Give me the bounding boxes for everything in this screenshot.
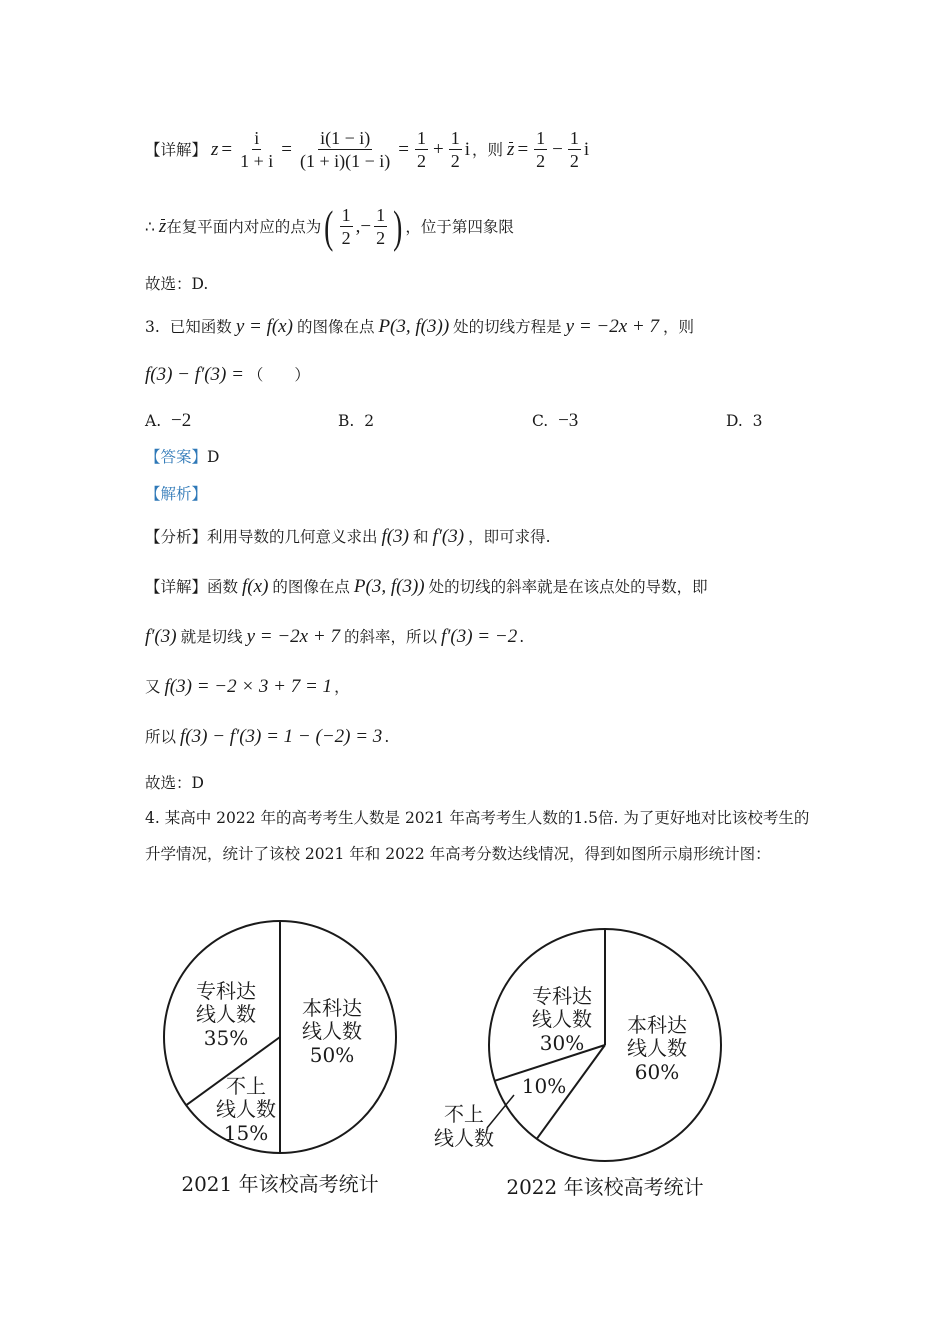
analysis-line: 【分析】 利用导数的几何意义求出 f(3) 和 f′(3) ，即可求得. xyxy=(145,526,551,547)
answer-tag: 【答案】 xyxy=(145,448,208,466)
pie-2022-label-benke-2: 线人数 xyxy=(627,1036,687,1060)
detail-line-2: f′(3) 就是切线 y = −2x + 7 的斜率，所以 f′(3) = −2 . xyxy=(145,626,525,647)
fraction: $\frac{i}{1 + i}$ xyxy=(240,128,274,171)
pie-2022-label-bushang-1: 不上 xyxy=(444,1102,484,1126)
choose-line-2: 故选：D xyxy=(145,774,204,792)
pie-2022-title: 2022 年该校高考统计 xyxy=(506,1175,704,1199)
pie-2022-pct-benke: 60% xyxy=(634,1060,680,1084)
fraction: $\frac{1}{2}$ xyxy=(341,205,351,248)
pie-2021-label-bushang-2: 线人数 xyxy=(216,1097,276,1121)
options xyxy=(145,410,795,432)
question-3-expr: f(3) − f′(3) = （ ） xyxy=(145,364,310,385)
pie-2021-label-benke-1: 本科达 xyxy=(302,996,362,1020)
detail-line-3: 又 f(3) = −2 × 3 + 7 = 1 ， xyxy=(145,676,350,697)
pie-2021-label-benke-2: 线人数 xyxy=(302,1019,362,1043)
pie-2022-label-benke-1: 本科达 xyxy=(627,1013,687,1037)
fraction: $\frac{1}{2}$ xyxy=(417,128,427,171)
analysis-tag-line xyxy=(145,483,207,505)
pie-2022 xyxy=(434,929,721,1199)
pie-2021-label-zhuanke-2: 线人数 xyxy=(196,1002,256,1026)
pie-2022-pct-bushang: 10% xyxy=(521,1074,567,1098)
pie-2022-label-bushang-2: 线人数 xyxy=(434,1126,494,1150)
detail-line-1: 【详解】 函数 f(x) 的图像在点 P(3, f(3)) 处的切线的斜率就是在该点处的导数，即 xyxy=(145,576,708,597)
detail-line-4: 所以 f(3) − f′(3) = 1 − (−2) = 3 . xyxy=(145,726,390,747)
detail-tag: 【详解】 xyxy=(145,140,208,159)
detail-line-point: ∴ z 在复平面内对应的点为 ( $\frac{1}{2}$ ,− $\frac{1}{2}$ ) ，位于第四象限 xyxy=(145,200,514,252)
pie-2021 xyxy=(164,921,396,1196)
pie-2021-label-zhuanke-1: 专科达 xyxy=(196,979,256,1003)
pie-2022-pct-zhuanke: 30% xyxy=(539,1031,585,1055)
fraction: $\frac{i(1 - i)}{(1 + i)(1 - i)}$ xyxy=(300,128,391,171)
question-3: 3. 已知函数 y = f(x) 的图像在点 P(3, f(3)) 处的切线方程是 y = −2x + 7 ，则 xyxy=(145,316,695,337)
pie-2021-pct-zhuanke: 35% xyxy=(203,1026,249,1050)
pie-2021-title: 2021 年该校高考统计 xyxy=(181,1172,379,1196)
answer-value: D xyxy=(207,448,220,466)
analysis-tag: 【解析】 xyxy=(145,485,208,503)
pie-2021-pct-bushang: 15% xyxy=(223,1121,269,1145)
option-b[interactable]: B. 2 xyxy=(338,412,375,430)
option-c[interactable]: C. −3 xyxy=(532,410,579,431)
fraction: $\frac{1}{2}$ xyxy=(536,128,546,171)
answer-line xyxy=(145,446,219,468)
fraction: $\frac{1}{2}$ xyxy=(569,128,579,171)
pie-2022-label-zhuanke-1: 专科达 xyxy=(532,984,592,1008)
fraction: $\frac{1}{2}$ xyxy=(450,128,460,171)
pie-2021-pct-benke: 50% xyxy=(309,1043,355,1067)
detail-line-z: 【详解】 z = $\frac{i}{1 + i}$ = $\frac{i(1 - i)}{(1 + i)(1 - i)}$ = $\frac{1}{2}$ + $\frac{1}{2}$ i ，则 z = $\frac{1}{2}$ − $\frac{1}{2}$ i xyxy=(145,128,590,171)
pie-2022-label-zhuanke-2: 线人数 xyxy=(532,1007,592,1031)
option-d[interactable]: D. 3 xyxy=(726,412,763,430)
pie-2021-label-bushang-1: 不上 xyxy=(226,1074,266,1098)
question-4: 4. 某高中 2022 年的高考考生人数是 2021 年高考考生人数的1.5倍. 为了更好地对比该校考生的升学情况，统计了该校 2021 年和 2022 年高考分数达线情况，得到如图所示扇形统计图： xyxy=(145,809,810,863)
option-a[interactable]: A. −2 xyxy=(145,410,192,431)
choose-line: 故选：D. xyxy=(145,275,209,293)
pie-charts xyxy=(0,910,950,1210)
fraction: $\frac{1}{2}$ xyxy=(376,205,386,248)
